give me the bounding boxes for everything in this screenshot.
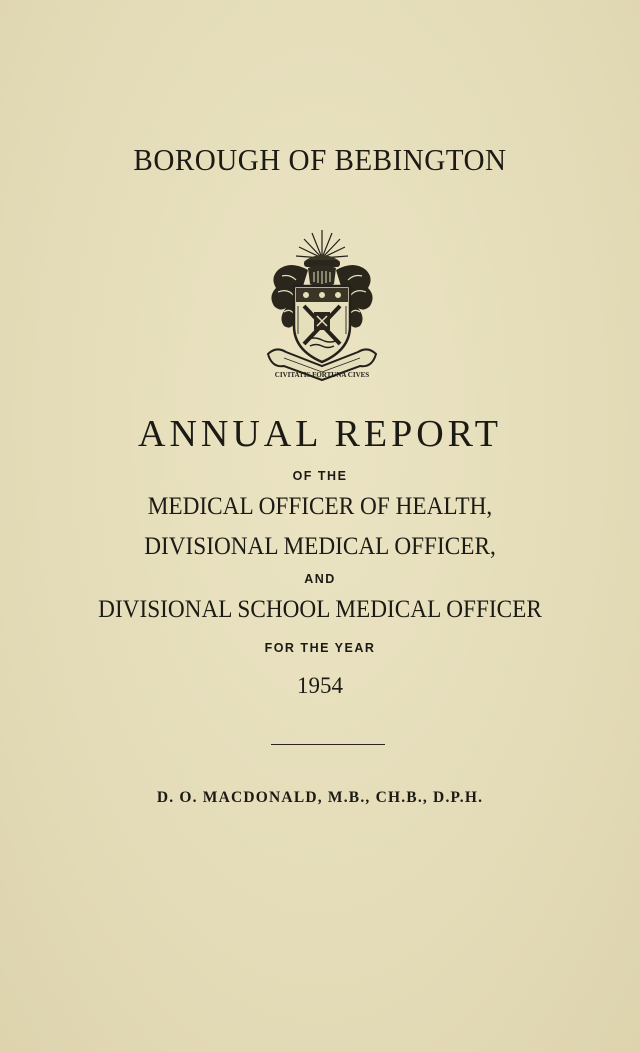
for-the-year-label: FOR THE YEAR — [264, 641, 376, 655]
office-divisional-school-medical-officer: DIVISIONAL SCHOOL MEDICAL OFFICER — [98, 596, 542, 623]
borough-heading: BOROUGH OF BEBINGTON — [133, 142, 507, 177]
office-medical-officer-of-health: MEDICAL OFFICER OF HEALTH, — [147, 493, 493, 520]
author-name: D. O. MACDONALD, M.B., CH.B., D.P.H. — [156, 789, 484, 806]
report-title: ANNUAL REPORT — [138, 413, 502, 455]
report-year: 1954 — [297, 673, 343, 698]
horizontal-divider — [271, 744, 385, 745]
coat-of-arms-crest — [260, 226, 384, 384]
office-divisional-medical-officer: DIVISIONAL MEDICAL OFFICER, — [144, 533, 496, 560]
crest-motto: CIVITATIS FORTUNA CIVES — [274, 371, 370, 379]
and-label: AND — [304, 572, 336, 586]
of-the-label: OF THE — [292, 469, 348, 483]
